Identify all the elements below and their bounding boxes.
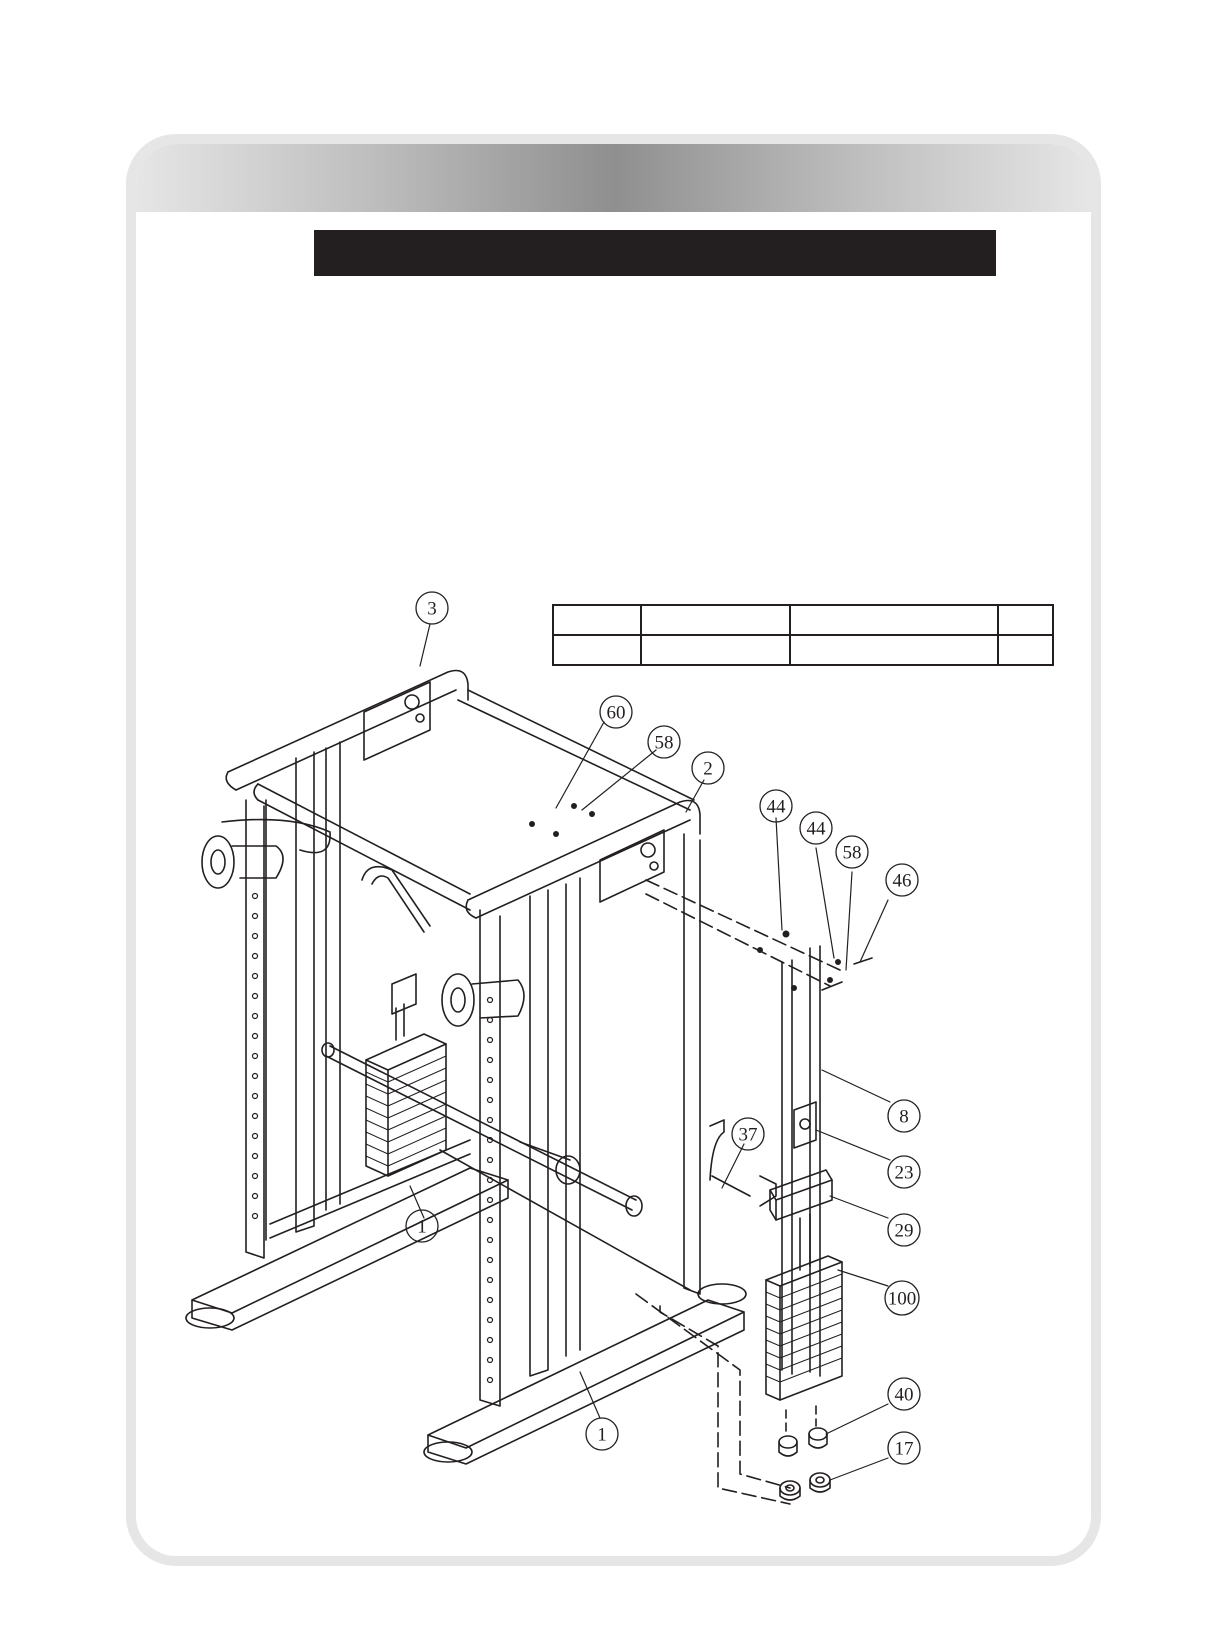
callout-label-23: 23 — [894, 1162, 914, 1184]
top-plate — [770, 1102, 832, 1220]
front-top-frame — [466, 801, 700, 919]
callout-label-1: 1 — [597, 1424, 607, 1446]
callout-label-29: 29 — [894, 1220, 914, 1242]
callout-label-46: 46 — [892, 870, 912, 892]
leader-lines — [410, 624, 890, 1480]
callout-label-2: 2 — [703, 758, 713, 780]
callout-label-60: 60 — [606, 702, 626, 724]
exploded-weight-stack — [766, 1214, 842, 1400]
left-weight-stack — [366, 974, 446, 1176]
right-base-foot — [424, 1284, 746, 1464]
pullup-crossbar — [222, 784, 470, 932]
callout-label-44: 44 — [806, 818, 826, 840]
smith-bar — [322, 1043, 642, 1216]
callout-label-44: 44 — [766, 796, 786, 818]
callout-circles — [406, 592, 920, 1464]
bumpers-and-bushings — [779, 1406, 830, 1500]
callout-label-100: 100 — [887, 1288, 917, 1310]
callout-label-3: 3 — [427, 598, 437, 620]
assembly-dash-path — [636, 1294, 790, 1504]
callout-label-17: 17 — [894, 1438, 914, 1460]
right-front-upright — [442, 834, 700, 1406]
callout-label-8: 8 — [899, 1106, 909, 1128]
callout-label-40: 40 — [894, 1384, 914, 1406]
callout-label-1: 1 — [417, 1216, 427, 1238]
guide-rods — [782, 946, 820, 1376]
callout-label-37: 37 — [738, 1124, 758, 1146]
callout-label-58: 58 — [842, 842, 862, 864]
callout-label-58: 58 — [654, 732, 674, 754]
